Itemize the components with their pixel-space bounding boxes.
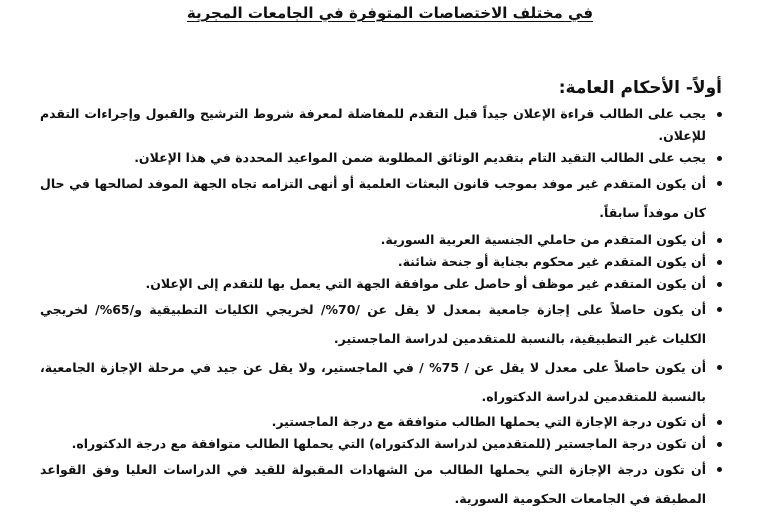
rule-item: أن يكون المتقدم من حاملي الجنسية العربية السورية. bbox=[40, 229, 722, 251]
rule-item: أن يكون المتقدم غير موظف أو حاصل على موافقة الجهة التي يعمل بها للتقدم إلى الإعلان. bbox=[40, 273, 722, 295]
rule-item: يجب على الطالب التقيد التام بتقديم الوثائق المطلوبة ضمن المواعيد المحددة في هذا الإعلان. bbox=[40, 147, 722, 169]
document-title: في مختلف الاختصاصات المتوفرة في الجامعات المجرية bbox=[186, 4, 594, 22]
rule-item: أن يكون حاصلاً على إجازة جامعية بمعدل لا يقل عن /70%/ لخريجي الكليات التطبيقية و/65%/ لخريجي الكليات غير التطبيقية، بالنسبة للمتقدمين لدراسة الماجستير. bbox=[40, 295, 722, 353]
rule-item: أن يكون المتقدم غير موفد بموجب قانون البعثات العلمية أو أنهى التزامه تجاه الجهة الموفد لصالحها في حال كان موفداً سابقاً. bbox=[40, 169, 722, 227]
rule-item: أن تكون درجة الإجازة التي يحملها الطالب من الشهادات المقبولة للقيد في الدراسات العليا وفق القواعد المطبقة في الجامعات الحكومية السورية. bbox=[40, 455, 722, 513]
rule-item: أن تكون درجة الإجازة التي يحملها الطالب متوافقة مع درجة الماجستير. bbox=[40, 411, 722, 433]
rule-item: أن تكون درجة الماجستير (للمتقدمين لدراسة الدكتوراه) التي يحملها الطالب متوافقة مع درجة الدكتوراه. bbox=[40, 433, 722, 455]
rule-item: أن يكون حاصلاً على معدل لا يقل عن / 75% / في الماجستير، ولا يقل عن جيد في مرحلة الإجازة الجامعية، بالنسبة للمتقدمين لدراسة الدكتوراه. bbox=[40, 353, 722, 411]
rule-item: أن يكون المتقدم غير محكوم بجناية أو جنحة شائنة. bbox=[40, 251, 722, 273]
section-heading: أولاً- الأحكام العامة: bbox=[558, 78, 722, 98]
rule-item: يجب على الطالب قراءة الإعلان جيداً قبل التقدم للمفاضلة لمعرفة شروط الترشيح والقبول وإجراءات التقدم للإعلان. bbox=[40, 103, 722, 147]
rules-list bbox=[40, 103, 722, 513]
